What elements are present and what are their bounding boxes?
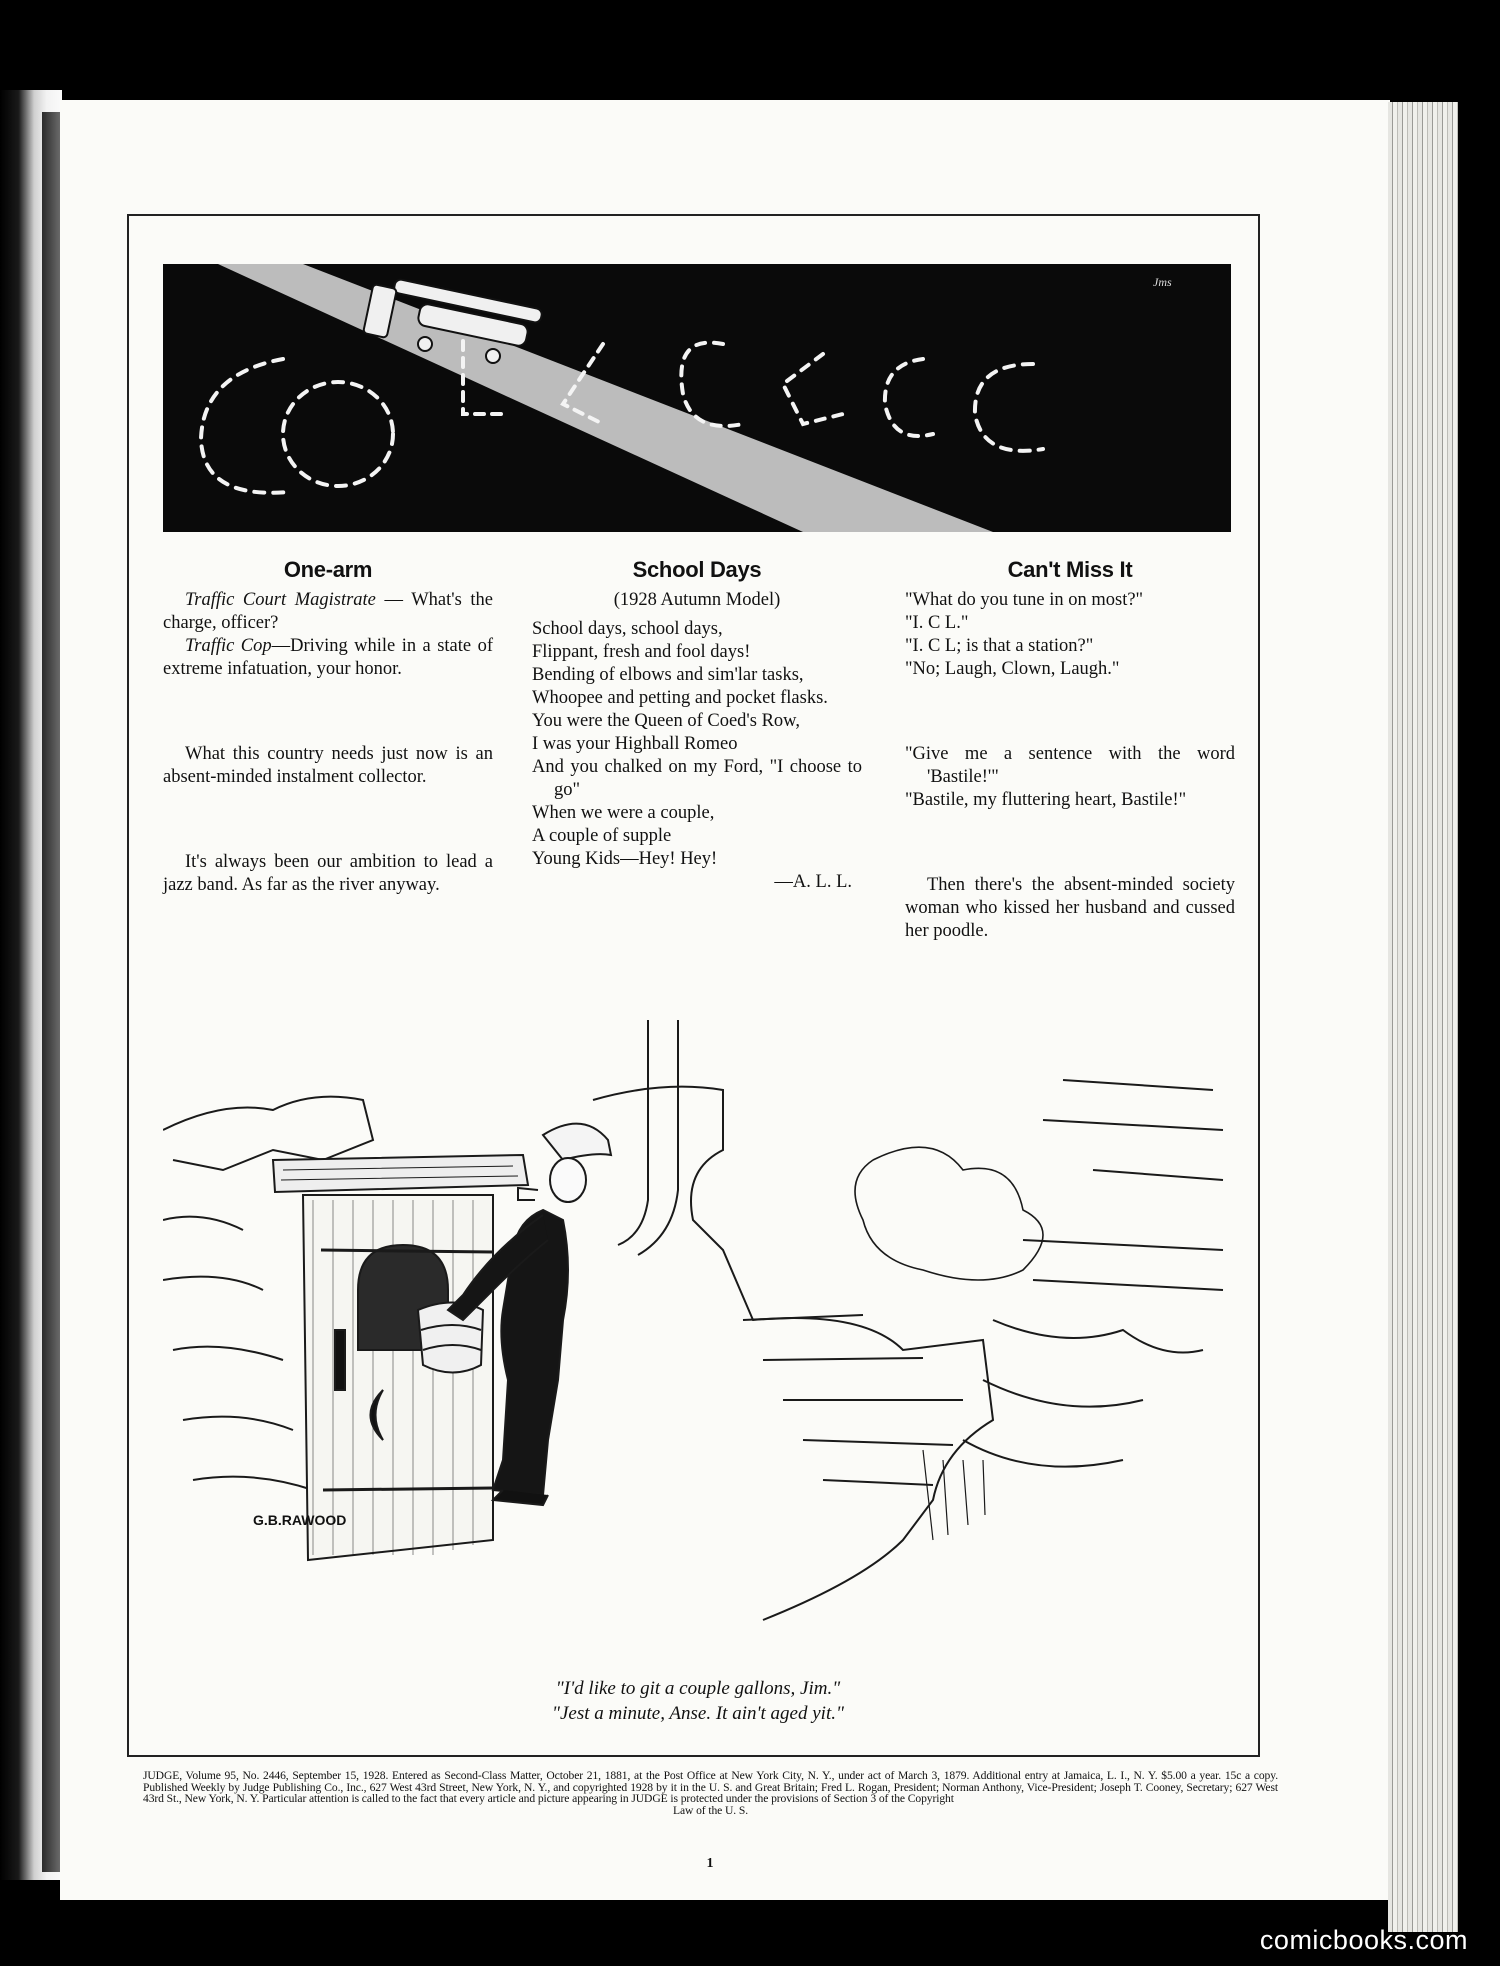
one-arm-title: One-arm xyxy=(283,557,373,582)
poem-line: When we were a couple, xyxy=(532,803,715,823)
poem-signature: —A. L. L. xyxy=(774,872,852,892)
one-arm-dialogue-2 xyxy=(163,635,493,681)
dialogue-line: "What do you tune in on most?" xyxy=(905,590,1144,610)
instalment-joke: What this country needs just now is an absent-minded instalment collector. xyxy=(163,744,493,787)
dialogue-line: "Give me a sentence with the word 'Bastile!'" xyxy=(905,744,1235,787)
poem-line: I was your Highball Romeo xyxy=(532,734,738,754)
column-one-arm xyxy=(163,558,493,897)
imprint-body: JUDGE, Volume 95, No. 2446, September 15, 1928. Entered as Second-Class Matter, October 21, 1881, at the Post Office at New York City, N. Y., under act of March 3, 1879. Additional entry at Jamaica, L. I., N. Y. $5.00 a year. 15c a copy. Published Weekly by Judge Publishing Co., Inc., 627 West 43rd Street, New York, N. Y., and copyrighted 1928 by it in the U. S. and Great Britain; Fred L. Rogan, President; Norman Anthony, Vice-President; Joseph T. Cooney, Secretary; 627 West 43rd St., New York, N. Y. Particular attention is called to the fact that every article and picture appearing in JUDGE is protected under the provisions of Section 3 of the Copyright xyxy=(143,1769,1278,1805)
cartoon-illustration xyxy=(163,1020,1233,1640)
cant-miss-it-title: Can't Miss It xyxy=(1007,557,1133,582)
svg-text:Jms: Jms xyxy=(1153,275,1172,289)
dialogue-line: "I. C L; is that a station?" xyxy=(905,636,1094,656)
imprint-last-line: Law of the U. S. xyxy=(672,1803,749,1817)
poem-line: Flippant, fresh and fool days! xyxy=(532,642,751,662)
caption-line-1: "I'd like to git a couple gallons, Jim." xyxy=(555,1678,841,1699)
artist-signature: G.B.RAWOOD xyxy=(253,1512,347,1528)
dialogue-line: "Bastile, my fluttering heart, Bastile!" xyxy=(905,790,1187,810)
poem-line: You were the Queen of Coed's Row, xyxy=(532,711,800,731)
poem-line: Whoopee and petting and pocket flasks. xyxy=(532,688,828,708)
school-days-subtitle: (1928 Autumn Model) xyxy=(613,590,781,610)
right-margin xyxy=(1458,0,1500,1966)
page-edges xyxy=(1388,102,1458,1932)
poem-line: Bending of elbows and sim'lar tasks, xyxy=(532,665,804,685)
watermark[interactable]: comicbooks.com xyxy=(1259,1925,1468,1955)
dialogue-line: "I. C L." xyxy=(905,613,969,633)
caption-line-2: "Jest a minute, Anse. It ain't aged yit." xyxy=(552,1703,844,1724)
college-airplanes-banner xyxy=(163,264,1231,532)
banner-illustration xyxy=(163,264,1231,532)
cartoon-caption xyxy=(163,1676,1233,1726)
line-cop: —Driving while in a state of extreme infatuation, your honor. xyxy=(163,636,493,679)
poem-line: And you chalked on my Ford, "I choose to go" xyxy=(532,757,862,800)
society-woman-joke: Then there's the absent-minded society woman who kissed her husband and cussed her poodle. xyxy=(905,875,1235,941)
page-number: 1 xyxy=(706,1856,714,1871)
book-spine-shadow xyxy=(42,112,60,1872)
dialogue-line: "No; Laugh, Clown, Laugh." xyxy=(905,659,1120,679)
one-arm-dialogue-1 xyxy=(163,589,493,635)
poem-line: Young Kids—Hey! Hey! xyxy=(532,849,718,869)
school-days-title: School Days xyxy=(632,557,762,582)
speaker-cop: Traffic Cop xyxy=(185,636,272,656)
speaker-magistrate: Traffic Court Magistrate xyxy=(185,590,376,610)
line-magistrate: — What's the charge, officer? xyxy=(163,590,493,633)
poem-line: A couple of supple xyxy=(532,826,672,846)
publication-imprint xyxy=(143,1770,1278,1816)
column-cant-miss-it xyxy=(905,558,1235,943)
column-school-days xyxy=(532,558,862,894)
poem-line: School days, school days, xyxy=(532,619,723,639)
jazz-band-joke: It's always been our ambition to lead a jazz band. As far as the river anyway. xyxy=(163,852,493,895)
moonshine-cabin-drawing xyxy=(163,1020,1233,1640)
